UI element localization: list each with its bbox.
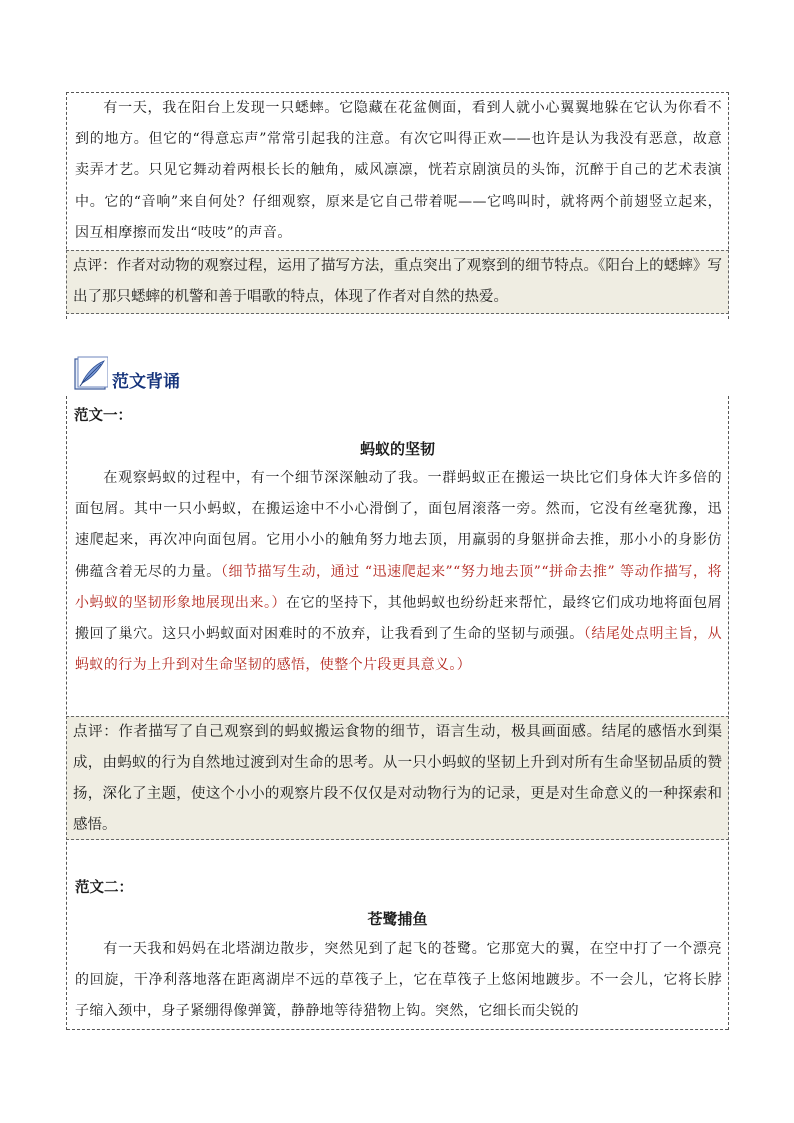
top-passage-paragraph bbox=[67, 93, 728, 249]
essays-frame bbox=[66, 396, 729, 1030]
essay1-text-b: 在它的坚持下，其他蚂蚁也纷纷赶来帮忙，最终它们成功地将面包屑搬回了巢穴。这只小蚂蚁面对困难时的不放弃，让我看到了生命的坚韧与顽强。 bbox=[75, 594, 722, 643]
essay1-note-b: （结尾处点明主旨，从蚂蚁的行为上升到对生命坚韧的感悟，使整个片段更具意义。） bbox=[75, 626, 723, 674]
essay1-note-a: （细节描写生动，通过 “迅速爬起来”“努力地去顶”“拼命去推” 等动作描写，将小蚂蚁的坚韧形象地展现出来。） bbox=[75, 563, 722, 611]
essay1-comment: 点评：作者描写了自己观察到的蚂蚁搬运食物的细节，语言生动，极具画面感。结尾的感悟水到渠成，由蚂蚁的行为自然地过渡到对生命的思考。从一只小蚂蚁的坚韧上升到对所有生命坚韧品质的赞扬，深化了主题，使这个小小的观察片段不仅仅是对动物行为的记录，更是对生命意义的一种探索和感悟。 bbox=[66, 716, 729, 840]
essay1-text-a: 在观察蚂蚁的过程中，有一个细节深深触动了我。一群蚂蚁正在搬运一块比它们身体大许多倍的面包屑。其中一只小蚂蚁，在搬运途中不小心滑倒了，面包屑滚落一旁。然而，它没有丝毫犹豫，迅速爬起来，再次冲向面包屑。它用小小的触角努力地去顶，用羸弱的身躯拼命去推，那小小的身影仿佛蕴含着无尽的力量。 bbox=[75, 470, 722, 580]
essay1-paragraph bbox=[67, 463, 728, 681]
essay1-label: 范文一： bbox=[74, 408, 132, 424]
top-passage-frame bbox=[66, 92, 729, 319]
section-heading bbox=[74, 356, 180, 394]
quill-feather-icon bbox=[74, 356, 108, 394]
section-title: 范文背诵 bbox=[112, 372, 180, 392]
top-passage-text: 有一天，我在阳台上发现一只蟋蟀。它隐藏在花盆侧面，看到人就小心翼翼地躲在它认为你看不到的地方。但它的“得意忘声”常常引起我的注意。有次它叫得正欢——也许是认为我没有恶意，故意卖弄才艺。只见它舞动着两根长长的触角，威风凛凛，恍若京剧演员的头饰，沉醉于自己的艺术表演中。它的“音响”来自何处？仔细观察，原来是它自己带着呢——它鸣叫时，就将两个前翅竖立起来，因互相摩擦而发出“吱吱”的声音。 bbox=[75, 100, 722, 241]
essay1-title: 蚂蚁的坚韧 bbox=[359, 440, 435, 458]
essay2-paragraph bbox=[67, 934, 728, 1028]
essay2-title: 苍鹭捕鱼 bbox=[367, 910, 428, 928]
top-passage-comment: 点评：作者对动物的观察过程，运用了描写方法，重点突出了观察到的细节特点。《阳台上的蟋蟀》写出了那只蟋蟀的机警和善于唱歌的特点，体现了作者对自然的热爱。 bbox=[66, 250, 729, 314]
essay2-text: 有一天我和妈妈在北塔湖边散步，突然见到了起飞的苍鹭。它那宽大的翼，在空中打了一个漂亮的回旋，干净利落地落在距离湖岸不远的草筏子上，它在草筏子上悠闲地踱步。不一会儿，它将长脖子缩入颈中，身子紧绷得像弹簧，静静地等待猎物上钩。突然，它细长而尖锐的 bbox=[75, 941, 722, 1020]
essay2-label: 范文二： bbox=[75, 880, 133, 896]
